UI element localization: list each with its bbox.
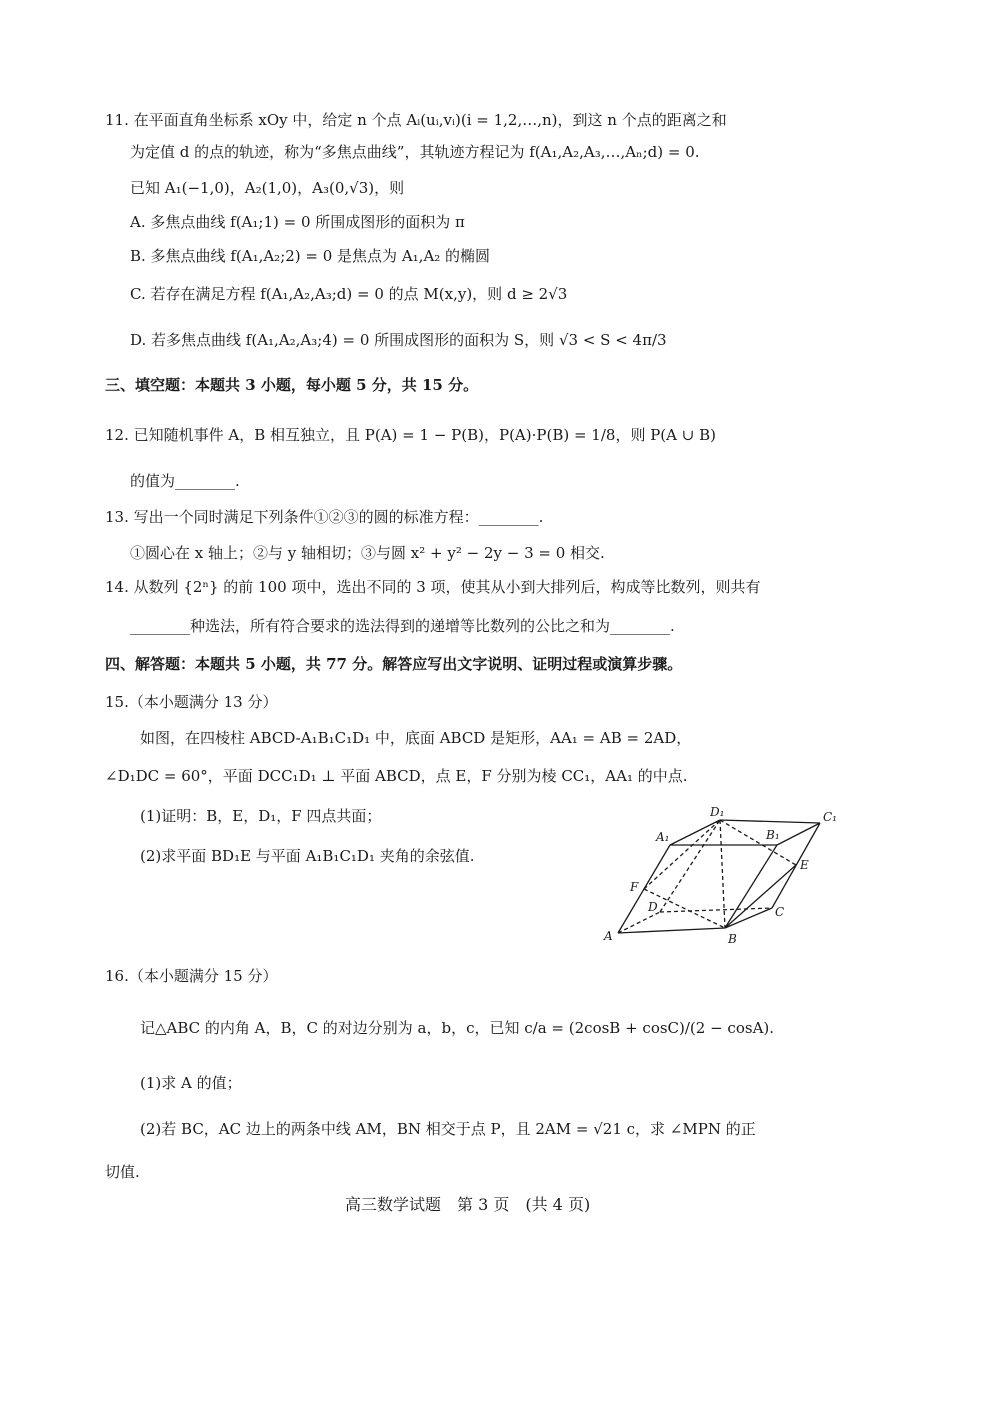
q14-line1: 14. 从数列 {2ⁿ} 的前 100 项中，选出不同的 3 项，使其从小到大排列后，构成等比数列，则共有: [105, 578, 761, 596]
q11-line2: 为定值 d 的点的轨迹，称为“多焦点曲线”，其轨迹方程记为 f(A₁,A₂,A₃,…,Aₙ;d) = 0.: [130, 143, 700, 161]
q16-part2: (2)若 BC，AC 边上的两条中线 AM，BN 相交于点 P，且 2AM = √21 c，求 ∠MPN 的正: [140, 1120, 756, 1138]
label-c: C: [775, 905, 785, 919]
label-a1: A₁: [656, 830, 670, 844]
prism-figure: [600, 805, 850, 950]
q15-part1: (1)证明：B，E，D₁，F 四点共面；: [140, 807, 382, 825]
label-b: B: [728, 932, 737, 946]
q14-line2: ________种选法，所有符合要求的选法得到的递增等比数列的公比之和为________.: [130, 617, 675, 635]
section-4-heading: 四、解答题：本题共 5 小题，共 77 分。解答应写出文字说明、证明过程或演算步骤。: [105, 655, 683, 673]
q15-line2: ∠D₁DC = 60°，平面 DCC₁D₁ ⊥ 平面 ABCD，点 E，F 分别为棱 CC₁，AA₁ 的中点.: [105, 767, 688, 785]
q11-line3: 已知 A₁(−1,0)，A₂(1,0)，A₃(0,√3)，则: [130, 179, 405, 197]
q16-header: 16.（本小题满分 15 分）: [105, 967, 278, 985]
label-c1: C₁: [823, 810, 837, 824]
page-footer: 高三数学试题 第 3 页 (共 4 页): [345, 1195, 591, 1214]
edge-ab: [618, 928, 725, 933]
edge-a1d1: [670, 820, 720, 845]
q11-option-a: A. 多焦点曲线 f(A₁;1) = 0 所围成图形的面积为 π: [130, 213, 465, 231]
label-d1: D₁: [710, 805, 725, 819]
q11-option-c: C. 若存在满足方程 f(A₁,A₂,A₃;d) = 0 的点 M(x,y)，则 d ≥ 2√3: [130, 285, 568, 303]
edge-dc: [660, 908, 772, 912]
q15-header: 15.（本小题满分 13 分）: [105, 693, 278, 711]
q12-line1: 12. 已知随机事件 A，B 相互独立，且 P(A) = 1 − P(B)，P(A)·P(B) = 1/8，则 P(A ∪ B): [105, 426, 716, 444]
label-a: A: [604, 929, 613, 943]
label-d: D: [648, 900, 658, 914]
edge-bb1: [725, 845, 777, 928]
segment-d1b: [720, 820, 725, 928]
label-e: E: [800, 858, 809, 872]
q15-part2: (2)求平面 BD₁E 与平面 A₁B₁C₁D₁ 夹角的余弦值.: [140, 847, 475, 865]
edge-d1c1: [720, 820, 820, 823]
q13-line2: ①圆心在 x 轴上；②与 y 轴相切；③与圆 x² + y² − 2y − 3 = 0 相交.: [130, 544, 605, 562]
q11-option-d: D. 若多焦点曲线 f(A₁,A₂,A₃;4) = 0 所围成图形的面积为 S，则 √3 < S < 4π/3: [130, 331, 667, 349]
q12-line2: 的值为________.: [130, 472, 240, 490]
q13-line1: 13. 写出一个同时满足下列条件①②③的圆的标准方程：________.: [105, 508, 544, 526]
segment-be: [725, 865, 796, 928]
segment-d1e: [720, 820, 796, 865]
label-b1: B₁: [766, 828, 780, 842]
q16-part1: (1)求 A 的值；: [140, 1074, 242, 1092]
label-f: F: [630, 880, 639, 894]
q11-line1: 11. 在平面直角坐标系 xOy 中，给定 n 个点 Aᵢ(uᵢ,vᵢ)(i = 1,2,…,n)，到这 n 个点的距离之和: [105, 111, 727, 129]
edge-bc: [725, 908, 772, 928]
q15-line1: 如图，在四棱柱 ABCD-A₁B₁C₁D₁ 中，底面 ABCD 是矩形，AA₁ = AB = 2AD，: [140, 729, 692, 747]
q16-line1: 记△ABC 的内角 A，B，C 的对边分别为 a，b，c，已知 c/a = (2cosB + cosC)/(2 − cosA).: [140, 1019, 775, 1037]
section-3-heading: 三、填空题：本题共 3 小题，每小题 5 分，共 15 分。: [105, 376, 479, 394]
q11-option-b: B. 多焦点曲线 f(A₁,A₂;2) = 0 是焦点为 A₁,A₂ 的椭圆: [130, 247, 491, 265]
q16-part2-continued: 切值.: [105, 1163, 140, 1181]
